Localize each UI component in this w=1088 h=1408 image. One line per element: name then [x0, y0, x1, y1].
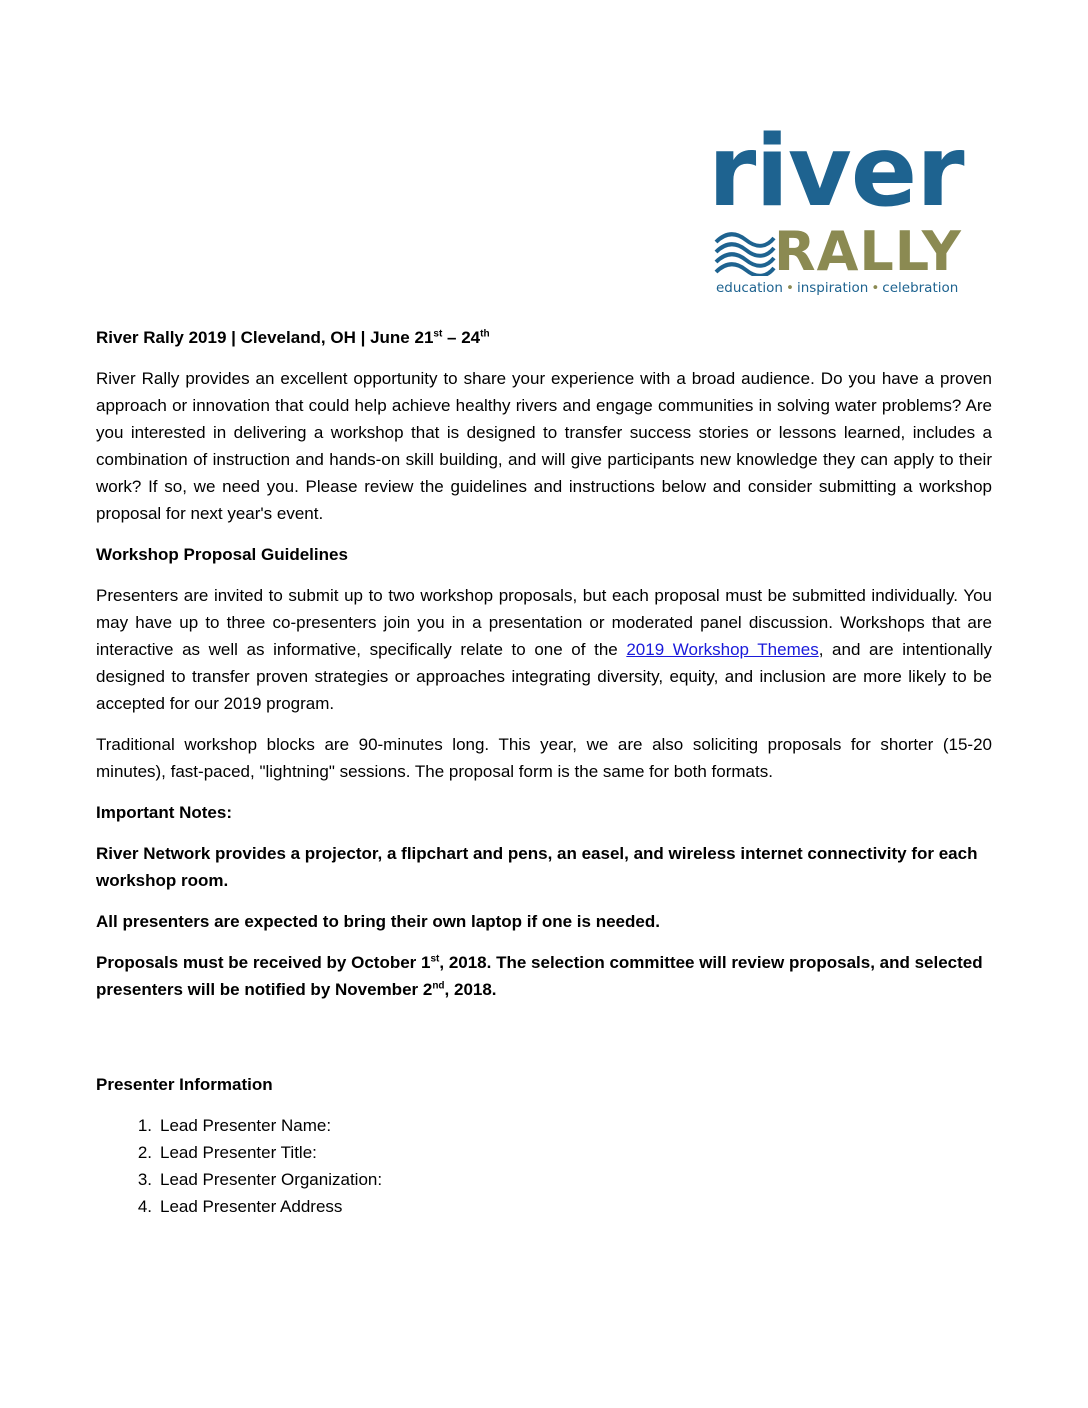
guidelines-heading: Workshop Proposal Guidelines — [96, 545, 348, 564]
presenter-list — [96, 1112, 992, 1220]
page-title: River Rally 2019 | Cleveland, OH | June 21st – 24th — [96, 328, 490, 347]
river-rally-logo — [708, 115, 998, 300]
formats-paragraph: Traditional workshop blocks are 90-minutes long. This year, we are also soliciting proposals for shorter (15-20 minutes), fast-paced, "lightning" sessions. The proposal form is the same for both formats. — [96, 735, 992, 781]
intro-paragraph: River Rally provides an excellent opportunity to share your experience with a broad audience. Do you have a proven approach or innovation that could help achieve healthy rivers and engage communities in solving water problems? Are you interested in delivering a workshop that is designed to transfer success stories or lessons learned, includes a combination of instruction and hands-on skill building, and will give participants new knowledge they can apply to their work? If so, we need you. Please review the guidelines and instructions below and consider submitting a workshop proposal for next year's event. — [96, 369, 992, 523]
workshop-themes-link[interactable]: 2019 Workshop Themes — [626, 640, 819, 659]
note-deadline: Proposals must be received by October 1st, 2018. The selection committee will review proposals, and selected presenters will be notified by November 2nd, 2018. — [96, 953, 983, 999]
guidelines-paragraph: Presenters are invited to submit up to two workshop proposals, but each proposal must be submitted individually. You may have up to three co-presenters join you in a presentation or moderated panel discussion. Workshops that are interactive as well as informative, specifically relate to one of the 2019 Workshop Themes, and are intentionally designed to transfer proven strategies or approaches integrating diversity, equity, and inclusion are more likely to be accepted for our 2019 program. — [96, 586, 992, 713]
tagline-education: education — [716, 280, 783, 296]
tagline-dot: • — [871, 280, 880, 296]
tagline-inspiration: inspiration — [796, 280, 869, 296]
tagline-celebration: celebration — [882, 280, 959, 296]
document-body — [96, 324, 992, 1220]
list-item: 1. Lead Presenter Name: — [137, 1116, 332, 1135]
presenter-heading: Presenter Information — [96, 1075, 273, 1094]
list-item: 3. Lead Presenter Organization: — [137, 1170, 383, 1189]
logo-tagline — [716, 280, 958, 296]
note-laptop: All presenters are expected to bring their own laptop if one is needed. — [96, 912, 660, 931]
tagline-dot: • — [786, 280, 794, 296]
notes-heading: Important Notes: — [96, 803, 232, 822]
list-item: 4. Lead Presenter Address — [137, 1197, 343, 1216]
logo-word-river: river — [708, 115, 964, 229]
note-equipment: River Network provides a projector, a flipchart and pens, an easel, and wireless internet connectivity for each workshop room. — [96, 844, 978, 890]
logo-word-rally: RALLY — [774, 220, 962, 283]
waves-icon — [714, 230, 776, 276]
list-item: 2. Lead Presenter Title: — [137, 1143, 317, 1162]
